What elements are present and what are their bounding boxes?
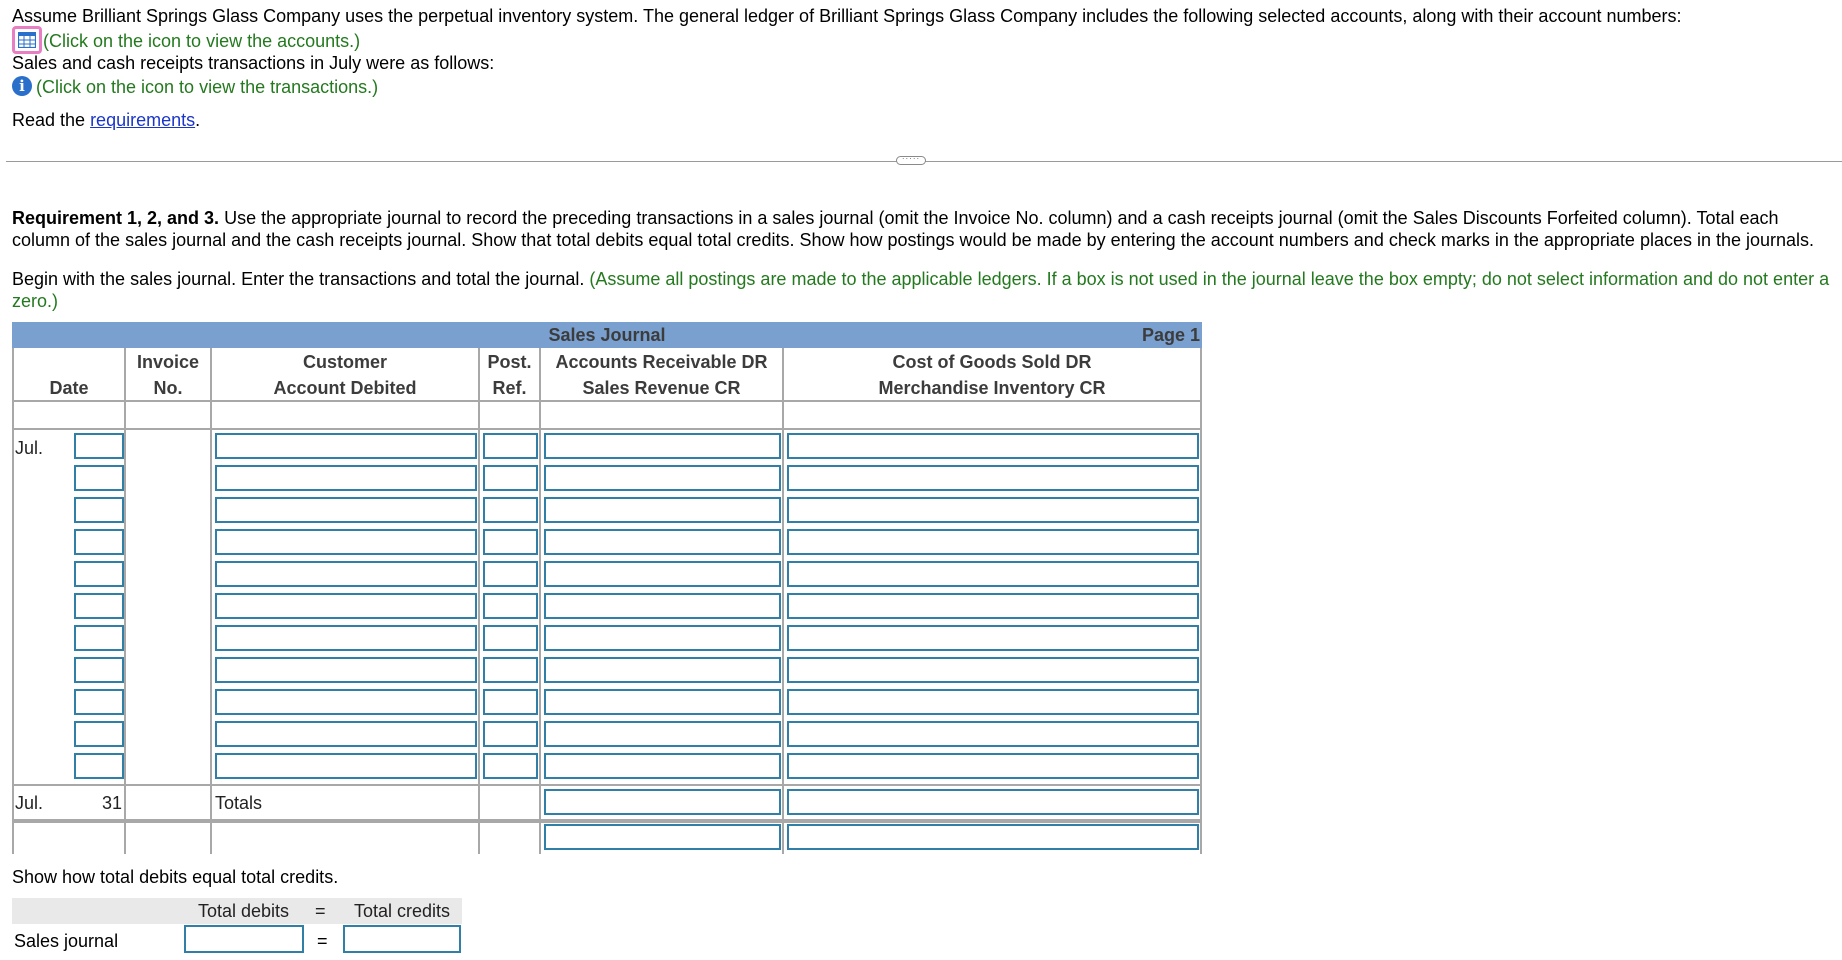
header-post-ref-l2: Ref. xyxy=(492,378,527,398)
cogs-input[interactable] xyxy=(787,625,1199,651)
date-input[interactable] xyxy=(74,593,124,619)
post-ref-input[interactable] xyxy=(483,689,538,715)
post-ref-input[interactable] xyxy=(483,593,538,619)
equals-sign: = xyxy=(317,931,328,951)
customer-input[interactable] xyxy=(215,465,477,491)
date-input[interactable] xyxy=(74,561,124,587)
instruction-text xyxy=(12,268,1832,312)
customer-input[interactable] xyxy=(215,657,477,683)
customer-input[interactable] xyxy=(215,593,477,619)
subheader-cell xyxy=(12,402,126,430)
customer-input[interactable] xyxy=(215,529,477,555)
totals-day: 31 xyxy=(102,793,123,813)
post-ref-input[interactable] xyxy=(483,657,538,683)
accounts-line xyxy=(12,28,360,56)
header-invoice xyxy=(126,348,212,402)
posting-ref-cogs-input[interactable] xyxy=(787,824,1199,850)
total-cogs-input[interactable] xyxy=(787,789,1199,815)
total-accounts-receivable-input[interactable] xyxy=(544,789,781,815)
header-customer-l2: Account Debited xyxy=(273,378,417,398)
totals-separator xyxy=(12,784,1202,786)
header-cogs-l2: Merchandise Inventory CR xyxy=(878,378,1106,398)
post-ref-input[interactable] xyxy=(483,625,538,651)
totals-month: Jul. xyxy=(15,793,44,813)
posting-separator-double xyxy=(12,821,1202,823)
first-month-label: Jul. xyxy=(15,438,44,458)
date-input[interactable] xyxy=(74,689,124,715)
requirement-heading: Requirement 1, 2, and 3. xyxy=(12,208,220,228)
journal-page: Page 1 xyxy=(1141,325,1200,345)
date-input[interactable] xyxy=(74,753,124,779)
header-customer xyxy=(212,348,480,402)
accounts-receivable-input[interactable] xyxy=(544,465,781,491)
cogs-input[interactable] xyxy=(787,657,1199,683)
subheader-cell xyxy=(784,402,1202,430)
header-cost-of-goods xyxy=(784,348,1202,402)
header-invoice-l1: Invoice xyxy=(136,352,200,372)
subheader-cell xyxy=(126,402,212,430)
accounts-receivable-input[interactable] xyxy=(544,753,781,779)
requirements-link[interactable]: requirements xyxy=(90,110,196,130)
header-post-ref-l1: Post. xyxy=(487,352,532,372)
accounts-receivable-input[interactable] xyxy=(544,721,781,747)
accounts-receivable-input[interactable] xyxy=(544,625,781,651)
subheader-cell xyxy=(212,402,480,430)
date-input[interactable] xyxy=(74,721,124,747)
cogs-input[interactable] xyxy=(787,529,1199,555)
header-ar-l2: Sales Revenue CR xyxy=(582,378,741,398)
total-debits-header: Total debits xyxy=(198,901,290,921)
instruction-body: Begin with the sales journal. Enter the transactions and total the journal. xyxy=(12,269,590,289)
accounts-receivable-input[interactable] xyxy=(544,433,781,459)
accounts-link-text[interactable]: (Click on the icon to view the accounts.) xyxy=(43,30,361,51)
totals-label: Totals xyxy=(215,793,263,813)
read-prefix: Read the xyxy=(12,110,91,130)
read-suffix: . xyxy=(195,110,201,130)
cogs-input[interactable] xyxy=(787,561,1199,587)
cogs-input[interactable] xyxy=(787,465,1199,491)
read-requirements-line xyxy=(12,110,200,131)
posting-ref-accounts-receivable-input[interactable] xyxy=(544,824,781,850)
cogs-input[interactable] xyxy=(787,753,1199,779)
cogs-input[interactable] xyxy=(787,593,1199,619)
table-icon[interactable] xyxy=(12,26,42,54)
date-input[interactable] xyxy=(74,465,124,491)
customer-input[interactable] xyxy=(215,625,477,651)
sales-journal xyxy=(12,322,1202,854)
customer-input[interactable] xyxy=(215,433,477,459)
date-input[interactable] xyxy=(74,529,124,555)
transactions-intro: Sales and cash receipts transactions in July were as follows: xyxy=(12,53,495,73)
header-customer-l1: Customer xyxy=(302,352,387,372)
header-cogs-l1: Cost of Goods Sold DR xyxy=(892,352,1092,372)
invoice-column xyxy=(126,430,212,854)
post-ref-input[interactable] xyxy=(483,465,538,491)
cogs-input[interactable] xyxy=(787,689,1199,715)
header-date-l1 xyxy=(14,349,124,375)
cogs-input[interactable] xyxy=(787,721,1199,747)
header-date-l2: Date xyxy=(49,378,89,398)
accounts-receivable-input[interactable] xyxy=(544,561,781,587)
subheader-cell xyxy=(541,402,784,430)
resize-handle[interactable]: ····· xyxy=(896,156,926,165)
total-credits-input[interactable] xyxy=(343,925,461,953)
accounts-receivable-input[interactable] xyxy=(544,657,781,683)
customer-input[interactable] xyxy=(215,753,477,779)
date-input[interactable] xyxy=(74,657,124,683)
customer-input[interactable] xyxy=(215,721,477,747)
equals-header: = xyxy=(315,901,326,921)
post-ref-input[interactable] xyxy=(483,561,538,587)
total-credits-header: Total credits xyxy=(354,901,451,921)
total-debits-input[interactable] xyxy=(184,925,304,953)
sales-journal-label: Sales journal xyxy=(14,931,119,951)
date-input[interactable] xyxy=(74,497,124,523)
post-ref-input[interactable] xyxy=(483,497,538,523)
summary-title: Show how total debits equal total credits. xyxy=(12,867,339,887)
customer-input[interactable] xyxy=(215,497,477,523)
post-ref-input[interactable] xyxy=(483,721,538,747)
cogs-input[interactable] xyxy=(787,497,1199,523)
header-accounts-receivable xyxy=(541,348,784,402)
transactions-line xyxy=(12,77,378,98)
requirement-text xyxy=(12,207,1832,251)
date-input[interactable] xyxy=(74,433,124,459)
journal-title-bar xyxy=(12,322,1202,348)
post-ref-input[interactable] xyxy=(483,433,538,459)
accounts-receivable-input[interactable] xyxy=(544,497,781,523)
summary-header xyxy=(12,898,462,924)
cogs-input[interactable] xyxy=(787,433,1199,459)
info-icon[interactable]: i xyxy=(12,76,32,96)
transactions-link-text[interactable]: (Click on the icon to view the transactions.) xyxy=(36,77,379,97)
customer-input[interactable] xyxy=(215,561,477,587)
customer-input[interactable] xyxy=(215,689,477,715)
date-input[interactable] xyxy=(74,625,124,651)
accounts-receivable-input[interactable] xyxy=(544,593,781,619)
subheader-cell xyxy=(480,402,541,430)
header-post-ref xyxy=(480,348,541,402)
instruction-hint: (Assume all postings are made to the applicable ledgers. If a box is not used in the journal leave the box empty; do not select information and do not enter a zero.) xyxy=(12,269,1830,311)
accounts-receivable-input[interactable] xyxy=(544,529,781,555)
intro-text: Assume Brilliant Springs Glass Company uses the perpetual inventory system. The general ledger of Brilliant Springs Glass Company includes the following selected accounts, along with their account numbers: xyxy=(12,6,1682,26)
header-invoice-l2: No. xyxy=(153,378,183,398)
header-ar-l1: Accounts Receivable DR xyxy=(555,352,768,372)
post-ref-input[interactable] xyxy=(483,529,538,555)
accounts-receivable-input[interactable] xyxy=(544,689,781,715)
post-ref-input[interactable] xyxy=(483,753,538,779)
header-date xyxy=(12,348,126,402)
journal-title: Sales Journal xyxy=(548,325,666,345)
requirement-body: Use the appropriate journal to record the preceding transactions in a sales journal (omit the Invoice No. column) and a cash receipts journal (omit the Sales Discounts Forfeited column). Total each column of the sales journal and the cash receipts journal. Show that total debits equal total credits. Show how postings would be made by entering the account numbers and check marks in the appropriate places in the journals. xyxy=(12,208,1815,250)
